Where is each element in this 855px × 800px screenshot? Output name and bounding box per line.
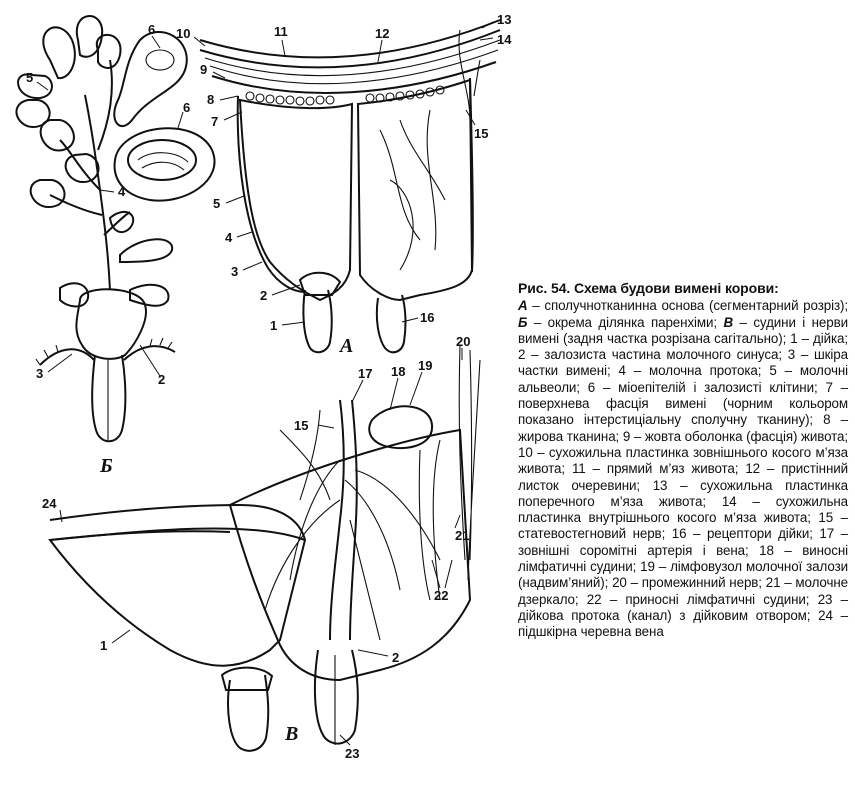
label-17: 17 (358, 366, 373, 381)
label-11: 11 (274, 24, 288, 39)
caption-text-c: – судини і нерви вимені (задня частка розрізана сагітально); 1 – дійка; 2 – залозиста частина молочного синуса; 3 – шкіра частки вимені; 4 – молочна протока; 5 – молочні альвеоли; 6 – міоепітелій і залозисті клітини; 7 – поверхнева фасція вимені (чорним кольором показано інтерстиціальну сполучну тканину); 8 – жирова тканина; 9 – жовта оболонка (фасція) живота; 10 – сухожильна пластинка зовнішнього косого м’яза живота; 11 – прямий м’яз живота; 12 – пристінний листок очеревини; 13 – сухожильна пластинка поперечного м’яза живота; 14 – сухожильна пластинка внутрішнього косого м’яза живота; 15 – статевостегновий нерв; 16 – рецептори дійки; 17 – зовнішні соромітні артерія і вена; 18 – виносні лімфатичні судини; 19 – лімфовузол молочної залози (надвим’яний); 20 – промежинний нерв; 21 – молочне дзеркало; 22 – приносні лімфатичні судини; 23 – дійкова протока (канал) з дійковим отвором; 24 – підшкірна черевна вена (518, 314, 848, 640)
panel-letter-c: В (285, 723, 299, 745)
label-5: 5 (26, 70, 34, 85)
label-7: 7 (211, 114, 219, 129)
label-3: 3 (231, 264, 239, 279)
caption-text-b: – окрема ділянка паренхіми; (527, 314, 724, 330)
label-18: 18 (391, 364, 406, 379)
label-15: 15 (294, 418, 309, 433)
label-6: 6 (183, 100, 191, 115)
label-2: 2 (260, 288, 268, 303)
caption-title: Рис. 54. Схема будови вимені корови: (518, 280, 779, 296)
panel-c-figure (50, 345, 480, 751)
label-21: 21 (455, 528, 470, 543)
label-1: 1 (100, 638, 108, 653)
label-15: 15 (474, 126, 489, 141)
panel-b-figure (16, 16, 214, 441)
label-13: 13 (497, 12, 512, 27)
figure-caption (518, 280, 848, 641)
caption-key-a: А (518, 298, 528, 314)
label-20: 20 (456, 334, 471, 349)
label-23: 23 (345, 746, 360, 761)
label-2: 2 (158, 372, 166, 387)
caption-text-a: – сполучнотканинна основа (сегментарний розріз); (527, 298, 848, 314)
caption-key-c: В (723, 314, 734, 330)
label-16: 16 (420, 310, 435, 325)
label-22: 22 (434, 588, 449, 603)
label-4: 4 (225, 230, 233, 245)
label-1: 1 (270, 318, 278, 333)
label-6: 6 (148, 22, 156, 37)
label-9: 9 (200, 62, 208, 77)
label-4: 4 (118, 184, 126, 199)
panel-letter-a: А (340, 335, 354, 357)
label-24: 24 (42, 496, 57, 511)
label-2: 2 (392, 650, 400, 665)
label-8: 8 (207, 92, 215, 107)
label-14: 14 (497, 32, 512, 47)
panel-a-figure (200, 20, 500, 352)
caption-key-b: Б (518, 314, 528, 330)
label-10: 10 (176, 26, 191, 41)
label-5: 5 (213, 196, 221, 211)
label-3: 3 (36, 366, 44, 381)
panel-letter-b: Б (100, 455, 113, 477)
label-19: 19 (418, 358, 433, 373)
label-12: 12 (375, 26, 390, 41)
